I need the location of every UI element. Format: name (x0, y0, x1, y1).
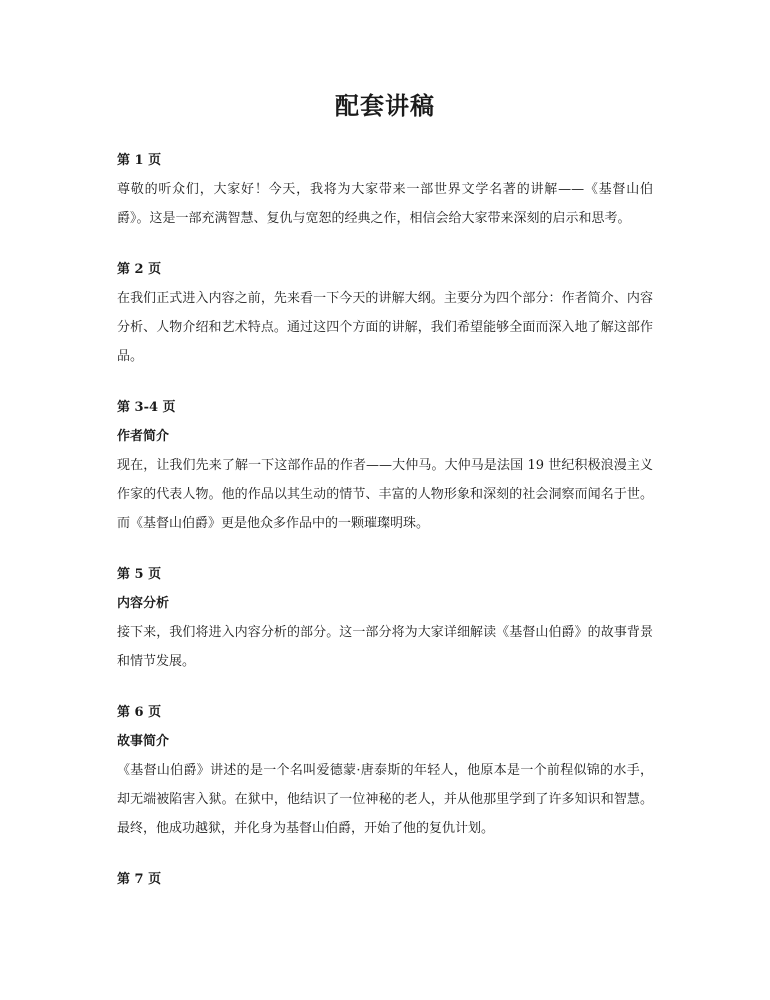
section-page-7 (117, 865, 653, 894)
section-text: 《基督山伯爵》讲述的是一个名叫爱德蒙·唐泰斯的年轻人，他原本是一个前程似锦的水手，却无端被陷害入狱。在狱中，他结识了一位神秘的老人，并从他那里学到了许多知识和智慧。最终，他成功越狱，并化身为基督山伯爵，开始了他的复仇计划。 (117, 763, 653, 836)
section-page-2 (117, 255, 653, 371)
page-label: 第 1 页 (117, 153, 162, 168)
page-label: 第 5 页 (117, 567, 162, 582)
page-label: 第 6 页 (117, 705, 162, 720)
section-page-3-4 (117, 393, 653, 538)
section-text: 在我们正式进入内容之前，先来看一下今天的讲解大纲。主要分为四个部分：作者简介、内容分析、人物介绍和艺术特点。通过这四个方面的讲解，我们希望能够全面而深入地了解这部作品。 (117, 291, 653, 364)
document-title: 配套讲稿 (335, 91, 435, 120)
section-page-6 (117, 698, 653, 843)
page-label: 第 7 页 (117, 872, 162, 887)
section-text: 尊敬的听众们，大家好！今天，我将为大家带来一部世界文学名著的讲解——《基督山伯爵》。这是一部充满智慧、复仇与宽恕的经典之作，相信会给大家带来深刻的启示和思考。 (117, 182, 653, 226)
section-page-5 (117, 560, 653, 676)
section-page-1 (117, 146, 653, 233)
script-sections (117, 146, 653, 894)
section-text: 接下来，我们将进入内容分析的部分。这一部分将为大家详细解读《基督山伯爵》的故事背景和情节发展。 (117, 625, 653, 669)
section-heading: 作者简介 (117, 429, 170, 444)
section-heading: 内容分析 (117, 596, 170, 611)
section-text: 现在，让我们先来了解一下这部作品的作者——大仲马。大仲马是法国 19 世纪积极浪漫主义作家的代表人物。他的作品以其生动的情节、丰富的人物形象和深刻的社会洞察而闻名于世。而《基督山伯爵》更是他众多作品中的一颗璀璨明珠。 (117, 458, 653, 531)
page-label: 第 3-4 页 (117, 400, 176, 415)
page-label: 第 2 页 (117, 262, 162, 277)
section-heading: 故事简介 (117, 734, 170, 749)
